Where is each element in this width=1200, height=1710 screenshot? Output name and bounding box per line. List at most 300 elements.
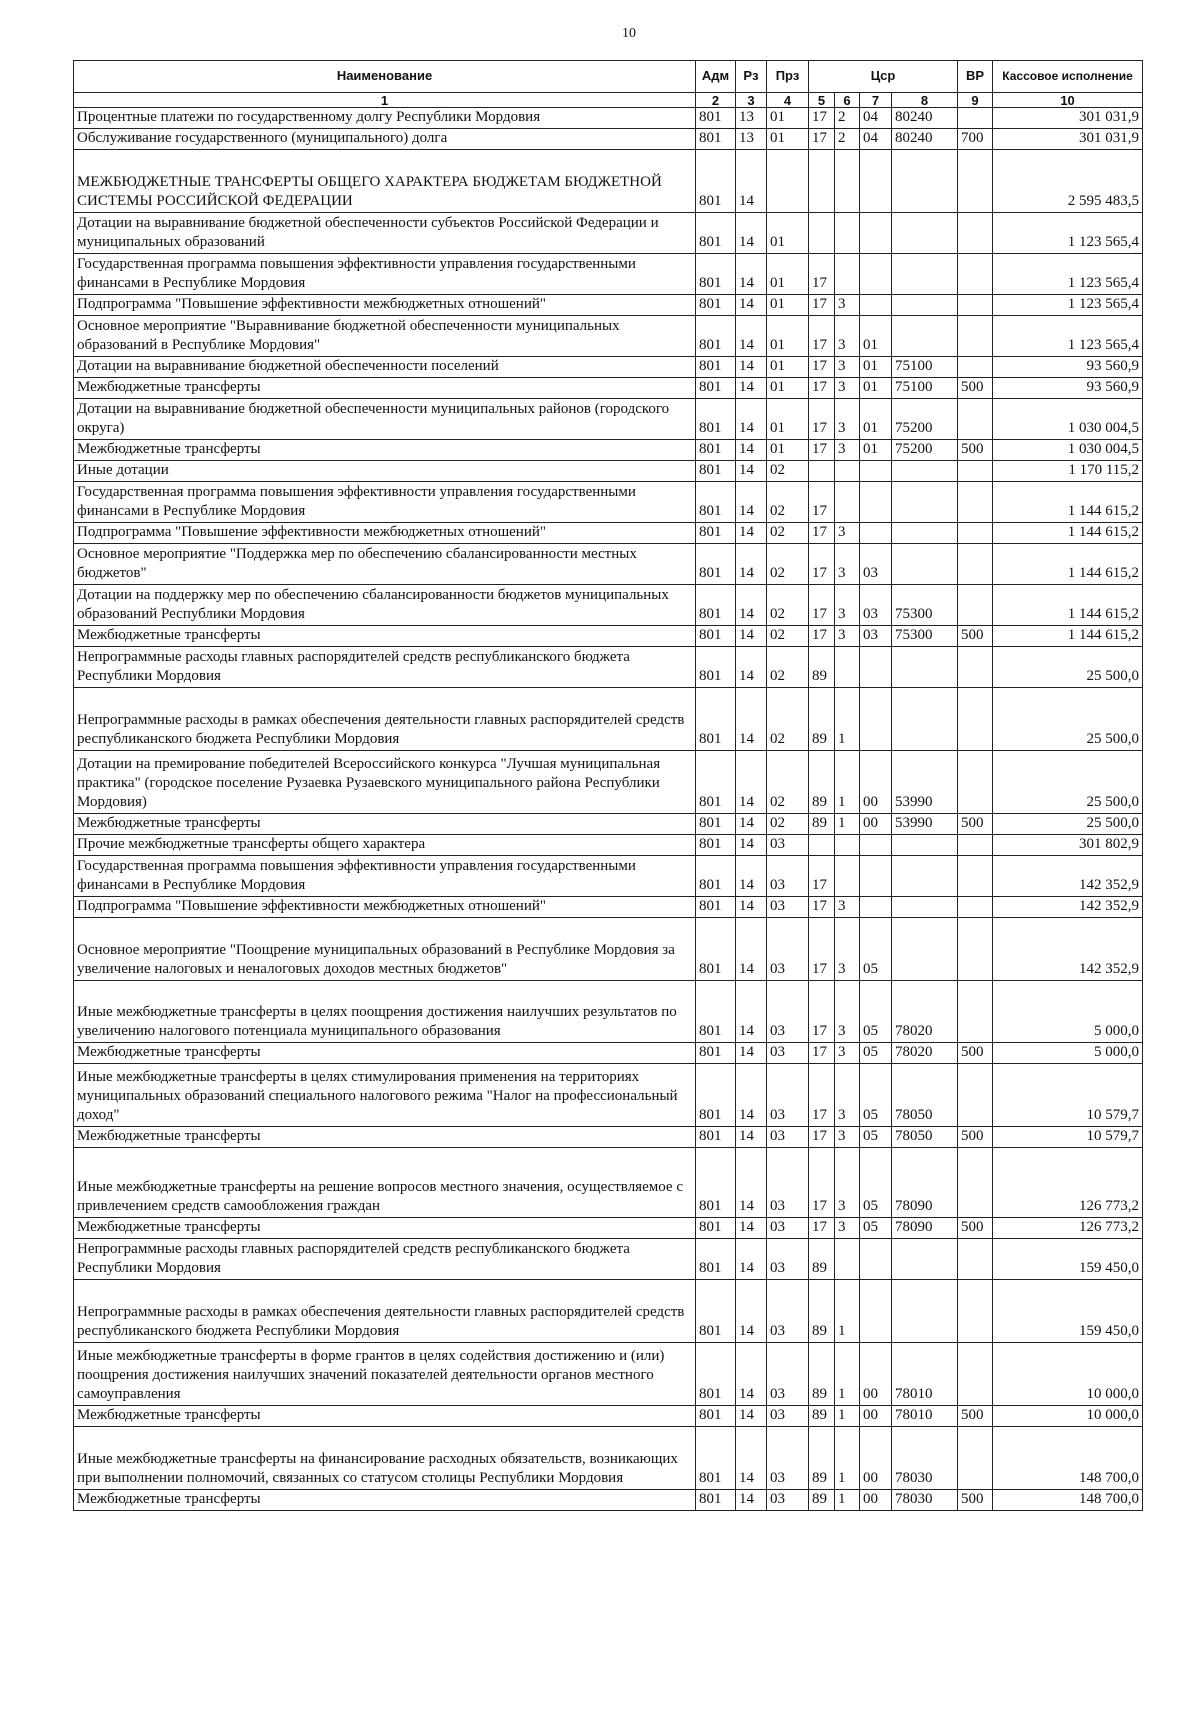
vr-code: 700 <box>958 129 993 150</box>
row-name: Межбюджетные трансферты <box>74 1490 696 1511</box>
csr-event: 01 <box>860 316 892 357</box>
vr-code: 500 <box>958 378 993 399</box>
csr-subprogram: 3 <box>835 440 860 461</box>
csr-subprogram: 3 <box>835 1043 860 1064</box>
csr-direction: 78030 <box>892 1427 958 1490</box>
csr-program: 17 <box>809 918 835 981</box>
table-row <box>74 918 1143 981</box>
table-row <box>74 1218 1143 1239</box>
csr-program: 17 <box>809 399 835 440</box>
csr-program: 17 <box>809 482 835 523</box>
csr-program: 89 <box>809 688 835 751</box>
csr-program: 17 <box>809 316 835 357</box>
csr-direction: 78010 <box>892 1406 958 1427</box>
csr-program: 89 <box>809 814 835 835</box>
adm-code: 801 <box>696 1427 736 1490</box>
csr-direction <box>892 316 958 357</box>
csr-event: 03 <box>860 585 892 626</box>
row-name: Межбюджетные трансферты <box>74 440 696 461</box>
csr-subprogram: 3 <box>835 544 860 585</box>
csr-program: 89 <box>809 1406 835 1427</box>
prz-code: 02 <box>767 461 809 482</box>
rz-code: 14 <box>736 523 767 544</box>
csr-subprogram: 3 <box>835 1148 860 1218</box>
vr-code: 500 <box>958 1127 993 1148</box>
prz-code: 01 <box>767 213 809 254</box>
adm-code: 801 <box>696 129 736 150</box>
prz-code: 02 <box>767 585 809 626</box>
row-name: Основное мероприятие "Поддержка мер по обеспечению сбалансированности местных бюджетов" <box>74 544 696 585</box>
table-row <box>74 108 1143 129</box>
prz-code: 03 <box>767 1280 809 1343</box>
csr-subprogram: 3 <box>835 357 860 378</box>
csr-direction: 75200 <box>892 440 958 461</box>
table-row <box>74 1148 1143 1218</box>
csr-event <box>860 254 892 295</box>
adm-code: 801 <box>696 213 736 254</box>
csr-program: 89 <box>809 1239 835 1280</box>
table-row <box>74 1490 1143 1511</box>
adm-code: 801 <box>696 399 736 440</box>
rz-code: 14 <box>736 213 767 254</box>
row-name: Иные межбюджетные трансферты в форме грантов в целях содействия достижению и (или) поощрения достижения наилучших значений показателей деятельности органов местного самоуправления <box>74 1343 696 1406</box>
table-row <box>74 897 1143 918</box>
csr-event <box>860 150 892 213</box>
csr-direction: 75300 <box>892 585 958 626</box>
adm-code: 801 <box>696 1148 736 1218</box>
csr-program: 17 <box>809 1064 835 1127</box>
row-name: Непрограммные расходы в рамках обеспечения деятельности главных распорядителей средств республиканского бюджета Республики Мордовия <box>74 688 696 751</box>
csr-subprogram <box>835 647 860 688</box>
rz-code: 14 <box>736 1127 767 1148</box>
table-row <box>74 378 1143 399</box>
csr-event <box>860 461 892 482</box>
execution-amount: 148 700,0 <box>993 1427 1143 1490</box>
csr-event <box>860 213 892 254</box>
adm-code: 801 <box>696 544 736 585</box>
csr-subprogram <box>835 482 860 523</box>
rz-code: 14 <box>736 626 767 647</box>
execution-amount: 25 500,0 <box>993 688 1143 751</box>
column-header-vr: ВР <box>958 61 993 93</box>
csr-subprogram: 1 <box>835 1490 860 1511</box>
vr-code <box>958 544 993 585</box>
csr-program: 89 <box>809 1280 835 1343</box>
prz-code: 03 <box>767 1490 809 1511</box>
vr-code <box>958 1343 993 1406</box>
execution-amount: 10 000,0 <box>993 1406 1143 1427</box>
header-row <box>74 61 1143 93</box>
rz-code: 14 <box>736 295 767 316</box>
rz-code: 14 <box>736 150 767 213</box>
csr-direction: 78050 <box>892 1064 958 1127</box>
csr-event: 00 <box>860 1406 892 1427</box>
prz-code: 03 <box>767 1239 809 1280</box>
rz-code: 13 <box>736 129 767 150</box>
rz-code: 14 <box>736 1064 767 1127</box>
adm-code: 801 <box>696 1239 736 1280</box>
table-row <box>74 523 1143 544</box>
row-name: Иные межбюджетные трансферты на финансирование расходных обязательств, возникающих при выполнении полномочий, связанных со статусом столицы Республики Мордовия <box>74 1427 696 1490</box>
table-body <box>74 108 1143 1511</box>
adm-code: 801 <box>696 1127 736 1148</box>
row-name: Иные межбюджетные трансферты в целях стимулирования применения на территориях муниципальных образований специального налогового режима "Налог на профессиональный доход" <box>74 1064 696 1127</box>
csr-direction <box>892 856 958 897</box>
csr-program: 17 <box>809 1148 835 1218</box>
csr-subprogram <box>835 213 860 254</box>
csr-subprogram: 3 <box>835 378 860 399</box>
table-row <box>74 814 1143 835</box>
row-name: Обслуживание государственного (муниципального) долга <box>74 129 696 150</box>
csr-direction: 75100 <box>892 378 958 399</box>
row-name: Дотации на выравнивание бюджетной обеспеченности поселений <box>74 357 696 378</box>
vr-code <box>958 316 993 357</box>
csr-event <box>860 688 892 751</box>
csr-program <box>809 835 835 856</box>
vr-code <box>958 585 993 626</box>
csr-program: 17 <box>809 981 835 1043</box>
rz-code: 14 <box>736 544 767 585</box>
rz-code: 14 <box>736 897 767 918</box>
csr-event: 05 <box>860 1043 892 1064</box>
adm-code: 801 <box>696 751 736 814</box>
csr-event <box>860 1239 892 1280</box>
rz-code: 14 <box>736 1218 767 1239</box>
rz-code: 14 <box>736 1490 767 1511</box>
prz-code: 03 <box>767 1343 809 1406</box>
csr-event: 01 <box>860 378 892 399</box>
execution-amount: 301 031,9 <box>993 129 1143 150</box>
row-name: Иные дотации <box>74 461 696 482</box>
execution-amount: 10 000,0 <box>993 1343 1143 1406</box>
prz-code: 03 <box>767 918 809 981</box>
vr-code <box>958 918 993 981</box>
execution-amount: 1 123 565,4 <box>993 254 1143 295</box>
csr-subprogram: 3 <box>835 1127 860 1148</box>
row-name: Межбюджетные трансферты <box>74 1127 696 1148</box>
vr-code <box>958 1064 993 1127</box>
adm-code: 801 <box>696 647 736 688</box>
csr-program: 17 <box>809 544 835 585</box>
column-header-amount: Кассовое исполнение <box>993 61 1143 93</box>
execution-amount: 25 500,0 <box>993 647 1143 688</box>
table-row <box>74 254 1143 295</box>
csr-event: 03 <box>860 544 892 585</box>
csr-direction: 53990 <box>892 751 958 814</box>
csr-subprogram <box>835 461 860 482</box>
csr-direction <box>892 1239 958 1280</box>
csr-subprogram: 2 <box>835 108 860 129</box>
table-row <box>74 150 1143 213</box>
rz-code: 14 <box>736 918 767 981</box>
csr-subprogram: 2 <box>835 129 860 150</box>
prz-code: 01 <box>767 129 809 150</box>
table-row <box>74 440 1143 461</box>
csr-event <box>860 482 892 523</box>
csr-event <box>860 295 892 316</box>
table-row <box>74 482 1143 523</box>
csr-program: 17 <box>809 440 835 461</box>
csr-direction <box>892 1280 958 1343</box>
row-name: Государственная программа повышения эффективности управления государственными финансами в Республике Мордовия <box>74 482 696 523</box>
vr-code <box>958 1280 993 1343</box>
adm-code: 801 <box>696 357 736 378</box>
csr-event: 04 <box>860 129 892 150</box>
rz-code: 14 <box>736 254 767 295</box>
csr-direction: 78090 <box>892 1148 958 1218</box>
prz-code: 03 <box>767 1427 809 1490</box>
prz-code: 03 <box>767 1218 809 1239</box>
row-name: Непрограммные расходы главных распорядителей средств республиканского бюджета Республики Мордовия <box>74 647 696 688</box>
csr-direction <box>892 295 958 316</box>
table-row <box>74 213 1143 254</box>
csr-program: 17 <box>809 1218 835 1239</box>
csr-subprogram: 3 <box>835 1218 860 1239</box>
table-row <box>74 1043 1143 1064</box>
execution-amount: 142 352,9 <box>993 856 1143 897</box>
row-name: Межбюджетные трансферты <box>74 378 696 399</box>
adm-code: 801 <box>696 378 736 399</box>
execution-amount: 301 802,9 <box>993 835 1143 856</box>
execution-amount: 1 144 615,2 <box>993 585 1143 626</box>
table-row <box>74 835 1143 856</box>
csr-event <box>860 523 892 544</box>
csr-program: 89 <box>809 1427 835 1490</box>
prz-code: 02 <box>767 482 809 523</box>
table-row <box>74 1406 1143 1427</box>
rz-code: 14 <box>736 1280 767 1343</box>
adm-code: 801 <box>696 482 736 523</box>
csr-program: 17 <box>809 129 835 150</box>
csr-direction: 78020 <box>892 981 958 1043</box>
vr-code: 500 <box>958 1490 993 1511</box>
rz-code: 14 <box>736 1043 767 1064</box>
adm-code: 801 <box>696 254 736 295</box>
table-row <box>74 1064 1143 1127</box>
csr-direction: 80240 <box>892 108 958 129</box>
row-name: Основное мероприятие "Выравнивание бюджетной обеспеченности муниципальных образований в Республике Мордовия" <box>74 316 696 357</box>
execution-amount: 142 352,9 <box>993 897 1143 918</box>
prz-code: 03 <box>767 1064 809 1127</box>
vr-code: 500 <box>958 1406 993 1427</box>
csr-program: 89 <box>809 1343 835 1406</box>
csr-direction: 78090 <box>892 1218 958 1239</box>
vr-code: 500 <box>958 626 993 647</box>
csr-direction: 78010 <box>892 1343 958 1406</box>
table-row <box>74 1280 1143 1343</box>
csr-program <box>809 150 835 213</box>
csr-direction: 78020 <box>892 1043 958 1064</box>
rz-code: 14 <box>736 688 767 751</box>
vr-code <box>958 295 993 316</box>
prz-code: 01 <box>767 108 809 129</box>
csr-program: 17 <box>809 357 835 378</box>
row-name: Подпрограмма "Повышение эффективности межбюджетных отношений" <box>74 523 696 544</box>
row-name: Подпрограмма "Повышение эффективности межбюджетных отношений" <box>74 897 696 918</box>
table-row <box>74 1343 1143 1406</box>
csr-event <box>860 856 892 897</box>
csr-subprogram: 3 <box>835 626 860 647</box>
vr-code <box>958 1427 993 1490</box>
vr-code <box>958 150 993 213</box>
execution-amount: 1 170 115,2 <box>993 461 1143 482</box>
rz-code: 14 <box>736 378 767 399</box>
prz-code: 01 <box>767 399 809 440</box>
prz-code: 03 <box>767 1406 809 1427</box>
rz-code: 14 <box>736 482 767 523</box>
rz-code: 14 <box>736 357 767 378</box>
vr-code <box>958 1239 993 1280</box>
adm-code: 801 <box>696 523 736 544</box>
adm-code: 801 <box>696 461 736 482</box>
csr-subprogram <box>835 1239 860 1280</box>
csr-subprogram: 1 <box>835 1343 860 1406</box>
table-row <box>74 461 1143 482</box>
row-name: Дотации на поддержку мер по обеспечению сбалансированности бюджетов муниципальных образований Республики Мордовия <box>74 585 696 626</box>
column-number: 10 <box>993 93 1143 108</box>
csr-event: 00 <box>860 751 892 814</box>
row-name: Межбюджетные трансферты <box>74 1406 696 1427</box>
execution-amount: 1 144 615,2 <box>993 626 1143 647</box>
row-name: Межбюджетные трансферты <box>74 626 696 647</box>
csr-direction <box>892 461 958 482</box>
csr-program: 17 <box>809 523 835 544</box>
execution-amount: 1 144 615,2 <box>993 482 1143 523</box>
adm-code: 801 <box>696 440 736 461</box>
csr-direction <box>892 897 958 918</box>
csr-direction <box>892 150 958 213</box>
vr-code: 500 <box>958 814 993 835</box>
adm-code: 801 <box>696 1280 736 1343</box>
csr-subprogram: 3 <box>835 981 860 1043</box>
execution-amount: 10 579,7 <box>993 1064 1143 1127</box>
vr-code <box>958 357 993 378</box>
prz-code: 03 <box>767 1043 809 1064</box>
prz-code: 01 <box>767 357 809 378</box>
table-row <box>74 1239 1143 1280</box>
table-row <box>74 981 1143 1043</box>
prz-code: 03 <box>767 1148 809 1218</box>
table-row <box>74 1427 1143 1490</box>
prz-code: 02 <box>767 814 809 835</box>
csr-direction <box>892 688 958 751</box>
vr-code <box>958 835 993 856</box>
prz-code <box>767 150 809 213</box>
adm-code: 801 <box>696 1064 736 1127</box>
prz-code: 01 <box>767 254 809 295</box>
csr-program: 89 <box>809 751 835 814</box>
table-row <box>74 544 1143 585</box>
csr-event: 00 <box>860 1490 892 1511</box>
csr-direction <box>892 213 958 254</box>
rz-code: 14 <box>736 1239 767 1280</box>
rz-code: 14 <box>736 856 767 897</box>
table-row <box>74 751 1143 814</box>
rz-code: 14 <box>736 814 767 835</box>
vr-code <box>958 254 993 295</box>
adm-code: 801 <box>696 1218 736 1239</box>
vr-code: 500 <box>958 1218 993 1239</box>
execution-amount: 1 144 615,2 <box>993 544 1143 585</box>
row-name: Иные межбюджетные трансферты на решение вопросов местного значения, осуществляемое с привлечением средств самообложения граждан <box>74 1148 696 1218</box>
csr-program: 17 <box>809 1043 835 1064</box>
column-number: 1 <box>74 93 696 108</box>
csr-program: 17 <box>809 897 835 918</box>
vr-code <box>958 461 993 482</box>
prz-code: 01 <box>767 378 809 399</box>
rz-code: 13 <box>736 108 767 129</box>
adm-code: 801 <box>696 316 736 357</box>
row-name: Межбюджетные трансферты <box>74 1218 696 1239</box>
rz-code: 14 <box>736 1148 767 1218</box>
vr-code <box>958 751 993 814</box>
vr-code <box>958 981 993 1043</box>
table-row <box>74 585 1143 626</box>
csr-event: 05 <box>860 918 892 981</box>
csr-program: 17 <box>809 378 835 399</box>
column-number: 2 <box>696 93 736 108</box>
execution-amount: 10 579,7 <box>993 1127 1143 1148</box>
prz-code: 02 <box>767 523 809 544</box>
row-name: Основное мероприятие "Поощрение муниципальных образований в Республике Мордовия за увеличение налоговых и неналоговых доходов местных бюджетов" <box>74 918 696 981</box>
csr-direction <box>892 647 958 688</box>
csr-direction <box>892 544 958 585</box>
adm-code: 801 <box>696 1490 736 1511</box>
csr-program: 17 <box>809 254 835 295</box>
csr-program: 17 <box>809 295 835 316</box>
budget-execution-table <box>73 60 1143 1511</box>
table-row <box>74 626 1143 647</box>
table-row <box>74 316 1143 357</box>
csr-direction <box>892 482 958 523</box>
adm-code: 801 <box>696 626 736 647</box>
row-name: Иные межбюджетные трансферты в целях поощрения достижения наилучших результатов по увеличению налогового потенциала муниципального образования <box>74 981 696 1043</box>
csr-program <box>809 213 835 254</box>
table-row <box>74 357 1143 378</box>
csr-event: 05 <box>860 1064 892 1127</box>
adm-code: 801 <box>696 108 736 129</box>
vr-code <box>958 399 993 440</box>
adm-code: 801 <box>696 918 736 981</box>
csr-subprogram <box>835 150 860 213</box>
row-name: Непрограммные расходы в рамках обеспечения деятельности главных распорядителей средств республиканского бюджета Республики Мордовия <box>74 1280 696 1343</box>
csr-direction: 75100 <box>892 357 958 378</box>
csr-event: 00 <box>860 1343 892 1406</box>
execution-amount: 1 123 565,4 <box>993 213 1143 254</box>
prz-code: 01 <box>767 295 809 316</box>
csr-event: 05 <box>860 1218 892 1239</box>
rz-code: 14 <box>736 399 767 440</box>
csr-subprogram: 1 <box>835 688 860 751</box>
execution-amount: 1 030 004,5 <box>993 440 1143 461</box>
prz-code: 02 <box>767 626 809 647</box>
csr-subprogram: 1 <box>835 751 860 814</box>
csr-subprogram: 3 <box>835 585 860 626</box>
execution-amount: 301 031,9 <box>993 108 1143 129</box>
column-header-rz: Рз <box>736 61 767 93</box>
vr-code <box>958 856 993 897</box>
execution-amount: 142 352,9 <box>993 918 1143 981</box>
row-name: Государственная программа повышения эффективности управления государственными финансами в Республике Мордовия <box>74 856 696 897</box>
row-name: Процентные платежи по государственному долгу Республики Мордовия <box>74 108 696 129</box>
adm-code: 801 <box>696 295 736 316</box>
csr-subprogram <box>835 856 860 897</box>
csr-subprogram <box>835 835 860 856</box>
table-row <box>74 129 1143 150</box>
prz-code: 03 <box>767 1127 809 1148</box>
column-header-prz: Прз <box>767 61 809 93</box>
execution-amount: 25 500,0 <box>993 751 1143 814</box>
